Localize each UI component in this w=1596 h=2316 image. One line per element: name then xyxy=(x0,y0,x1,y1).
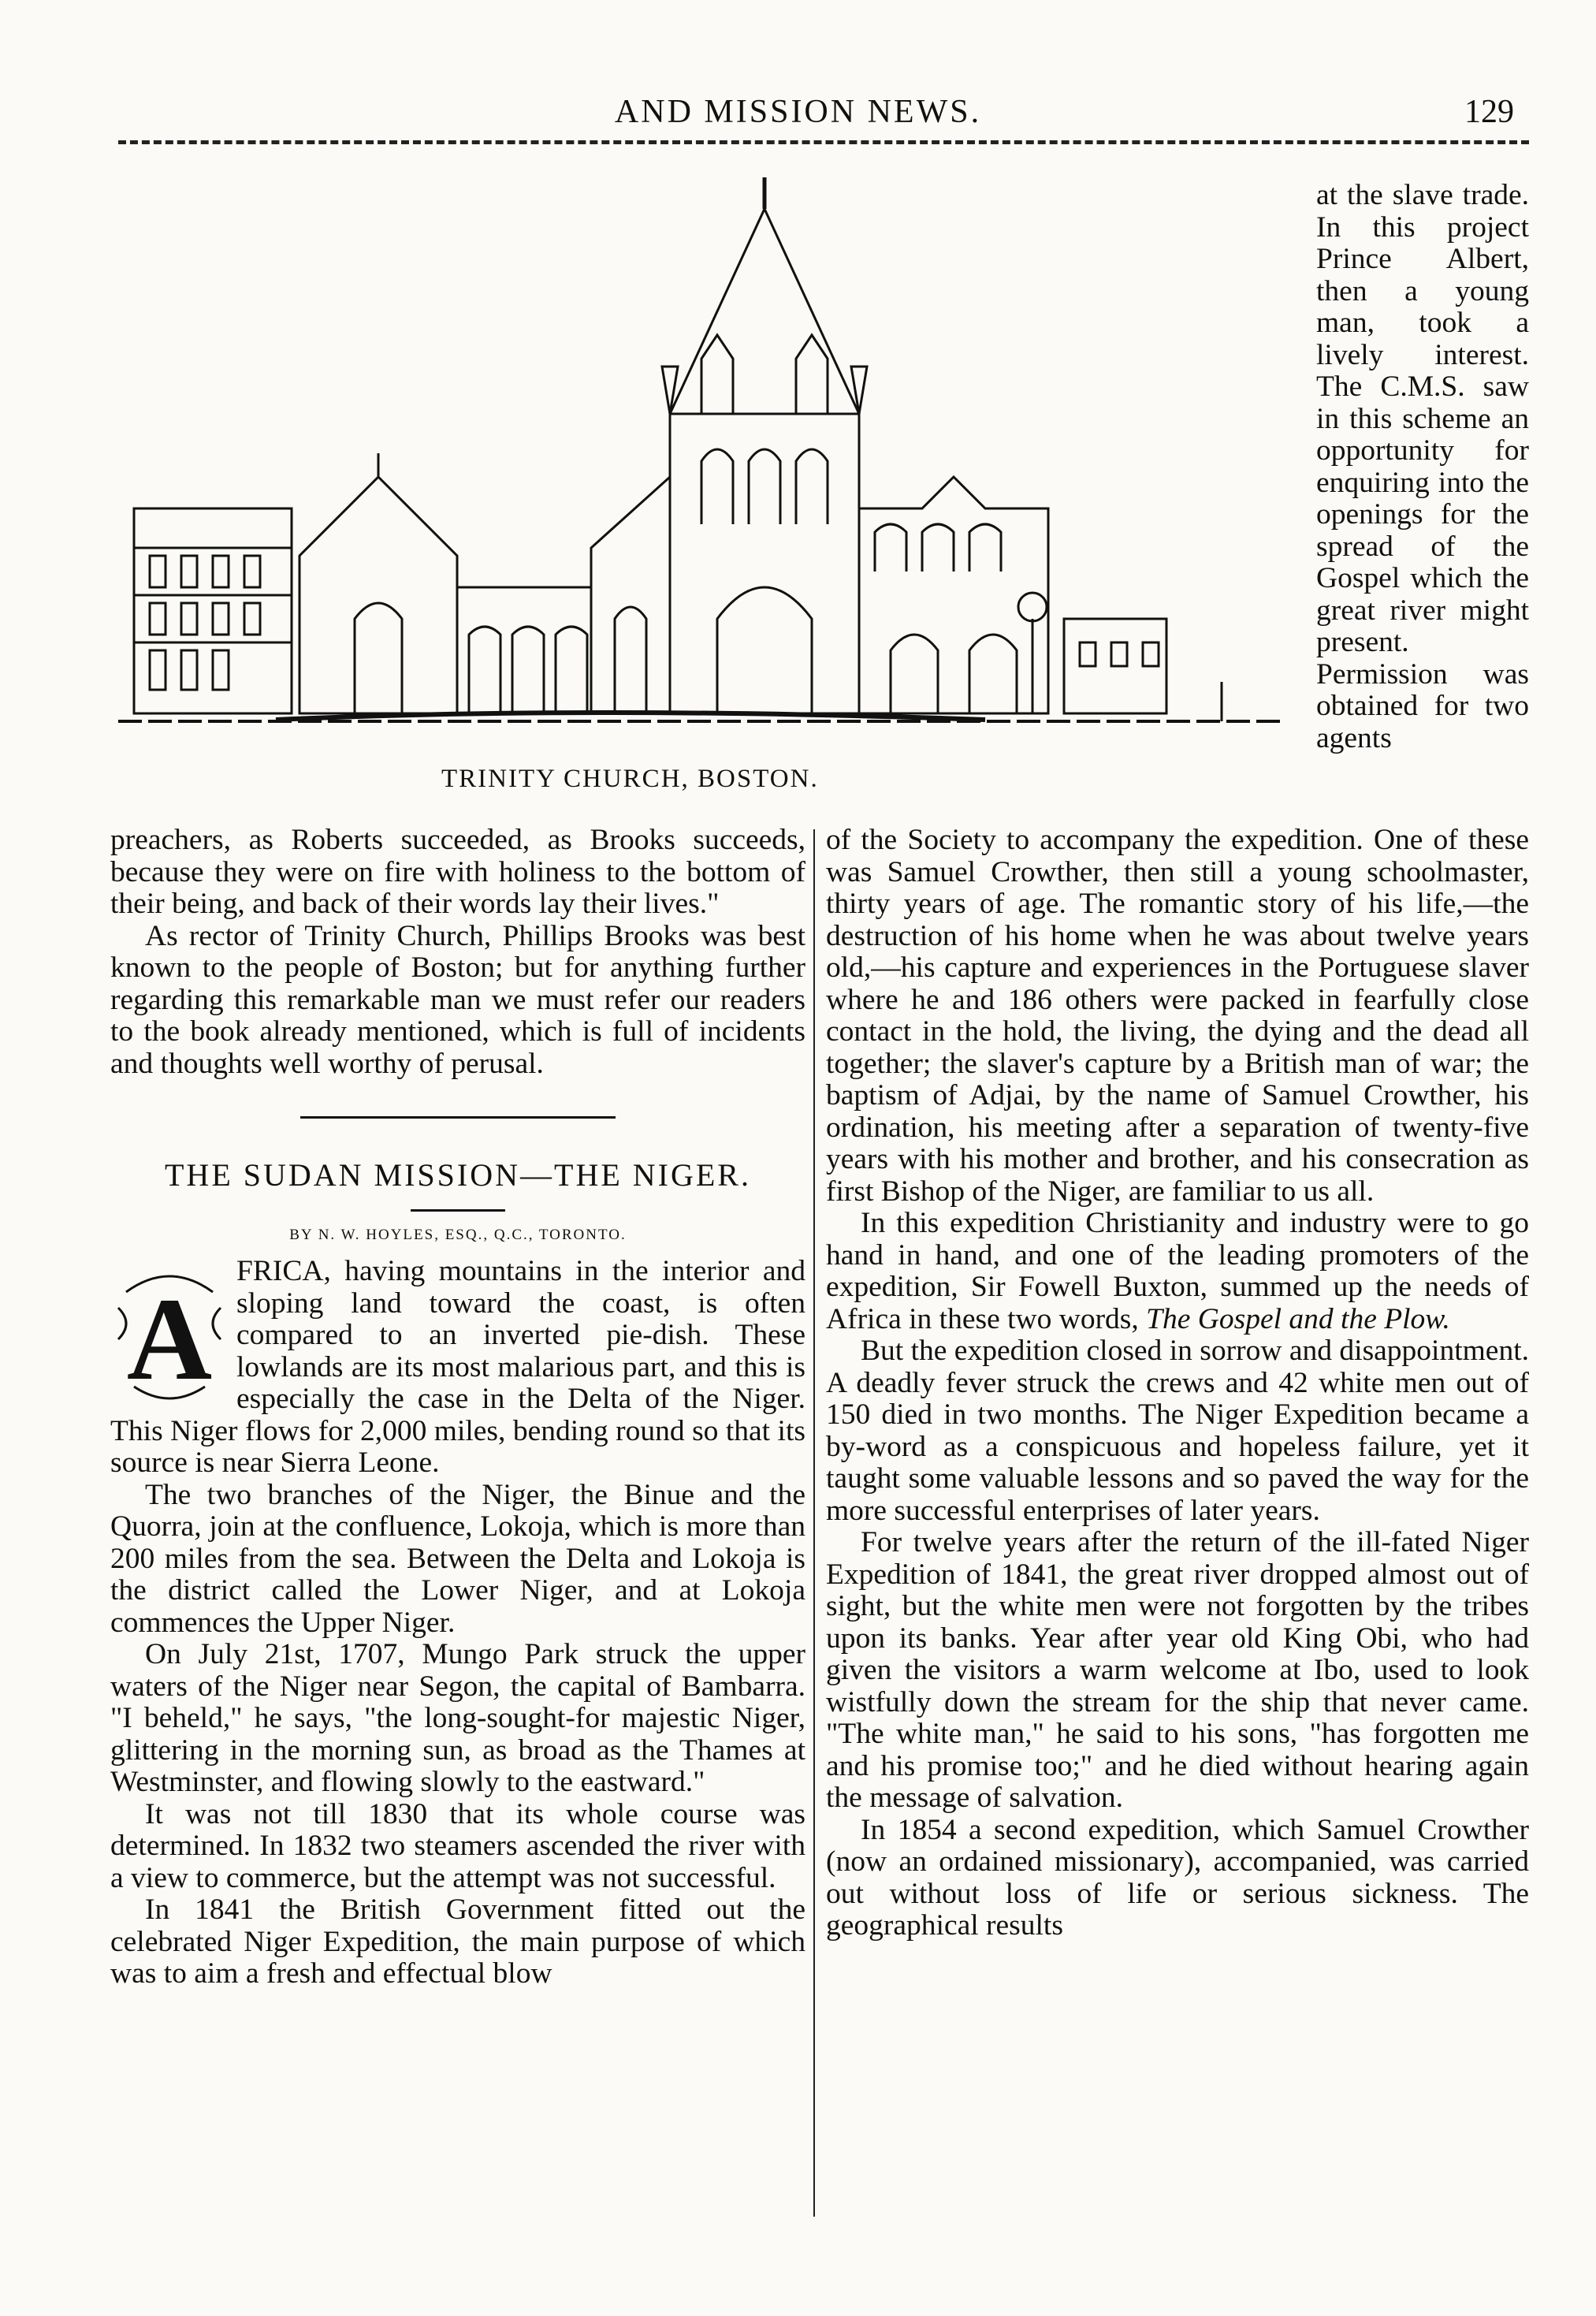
paragraph: But the expedition closed in sorrow and disappointment. A deadly fever struck the crews and 42 white men out of 150 died in two months. The Niger Expedition became a by-word as a conspicuous and hopeless failure, yet it taught some valuable lessons and so paved the way for the more successful enterprises of later years. xyxy=(826,1335,1529,1527)
article-title: THE SUDAN MISSION—THE NIGER. xyxy=(165,1157,751,1193)
paragraph: On July 21st, 1707, Mungo Park struck the upper waters of the Niger near Segon, the capital of Bambarra. "I beheld," he says, "the long-sought-for majestic Niger, glittering in the morning sun, as broad as the Thames at Westminster, and flowing slowly to the eastward." xyxy=(110,1638,805,1798)
side-text-column xyxy=(1316,180,1529,754)
section-divider xyxy=(300,1116,616,1119)
paragraph xyxy=(110,1256,805,1480)
article-byline: BY N. W. HOYLES, ESQ., Q.C., TORONTO. xyxy=(289,1226,627,1243)
paragraph: In 1854 a second expedition, which Samuel Crowther (now an ordained missionary), accompanied, was carried out without loss of life or serious sickness. The geographical results xyxy=(826,1813,1529,1942)
trinity-church-illustration xyxy=(118,177,1293,745)
paragraph: preachers, as Roberts succeeded, as Brooks succeeds, because they were on fire with holiness to the bottom of their being, and back of their words lay their lives." xyxy=(110,824,805,920)
page-number: 129 xyxy=(1464,94,1514,130)
ornamental-dropcap xyxy=(110,1260,229,1410)
illustration-caption: TRINITY CHURCH, BOSTON. xyxy=(441,765,819,793)
paragraph: As rector of Trinity Church, Phillips Brooks was best known to the people of Boston; but for anything further regarding this remarkable man we must refer our readers to the book already mentioned, which is full of incidents and thoughts well worthy of perusal. xyxy=(110,919,805,1080)
dropcap-letter: A xyxy=(126,1274,213,1405)
paragraph-text: FRICA, having mountains in the interior and sloping land toward the coast, is often compared to an inverted pie-dish. These lowlands are its most malarious part, and this is especially the case in the Delta of the Niger. This Niger flows for 2,000 miles, bending round so that its source is near Sierra Leone. xyxy=(110,1255,805,1479)
paragraph: In 1841 the British Government fitted out the celebrated Niger Expedition, the main purpose of which was to aim a fresh and effectual blow xyxy=(110,1893,805,1990)
right-column xyxy=(826,825,1529,1942)
paragraph-text: In this expedition Christianity and industry were to go hand in hand, and one of the leading promoters of the expedition, Sir Fowell Buxton, summed up the needs of Africa in these two words, xyxy=(826,1207,1529,1335)
side-column-text: at the slave trade. In this project Prince Albert, then a young man, took a lively interest. The C.M.S. saw in this scheme an opportunity for enquiring into the openings for the spread of the Gospel which the great river might present. Permission was obtained for two agents xyxy=(1316,179,1529,754)
title-rule xyxy=(411,1209,505,1212)
column-divider xyxy=(813,829,815,2217)
paragraph: of the Society to accompany the expedition. One of these was Samuel Crowther, then still a young schoolmaster, thirty years of age. The romantic story of his life,—the destruction of his home when he was about twelve years old,—his capture and experiences in the Portuguese slaver where he and 186 others were packed in fearfully close contact in the hold, the living, the dying and the dead all together; the slaver's capture by a British man of war; the baptism of Adjai, by the name of Samuel Crowther, his ordination, his meeting after a separation of twenty-five years with his mother and brother, and his consecration as first Bishop of the Niger, are familiar to us all. xyxy=(826,824,1529,1208)
paragraph: It was not till 1830 that its whole course was determined. In 1832 two steamers ascended the river with a view to commerce, but the attempt was not successful. xyxy=(110,1797,805,1894)
running-header-title: AND MISSION NEWS. xyxy=(614,94,982,130)
paragraph xyxy=(826,1208,1529,1335)
left-column xyxy=(110,825,805,1990)
paragraph: For twelve years after the return of the ill-fated Niger Expedition of 1841, the great river dropped almost out of sight, but the white men were not forgotten by the tribes upon its banks. Year after year old King Obi, who had given the visitors a warm welcome at Ibo, used to look wistfully down the stream for the ship that never came. "The white man," he said to his sons, "has forgotten me and his promise too;" and he died without hearing again the message of salvation. xyxy=(826,1526,1529,1814)
paragraph: The two branches of the Niger, the Binue and the Quorra, join at the confluence, Lokoja, which is more than 200 miles from the sea. Between the Delta and Lokoja is the district called the Lower Niger, and at Lokoja commences the Upper Niger. xyxy=(110,1478,805,1639)
header-rule xyxy=(118,140,1529,144)
italic-phrase: The Gospel and the Plow. xyxy=(1146,1302,1450,1335)
